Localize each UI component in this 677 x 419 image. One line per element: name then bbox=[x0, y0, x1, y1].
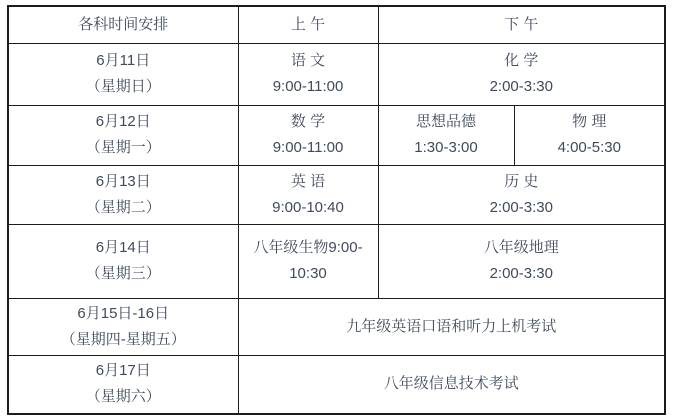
header-morning: 上 午 bbox=[238, 6, 378, 43]
exam-subject: 历 史 bbox=[504, 172, 539, 190]
full-day-exam-cell bbox=[238, 355, 665, 414]
exam-time: 2:00-3:30 bbox=[489, 265, 553, 282]
pm-exam-cell bbox=[378, 165, 665, 224]
pm-exam-cell-2 bbox=[514, 105, 665, 165]
exam-date: 6月17日 bbox=[95, 362, 151, 380]
header-schedule-plan: 各科时间安排 bbox=[8, 6, 238, 43]
exam-weekday: （星期六） bbox=[85, 388, 161, 406]
exam-weekday: （星期二） bbox=[85, 198, 161, 216]
exam-date: 6月14日 bbox=[95, 239, 151, 256]
exam-subject: 九年级英语口语和听力上机考试 bbox=[346, 317, 557, 335]
exam-subject-with-time: 八年级生物9:00-10:30 bbox=[253, 239, 363, 282]
exam-weekday: （星期三） bbox=[85, 265, 161, 282]
exam-date: 6月11日 bbox=[96, 52, 151, 69]
exam-time: 9:00-11:00 bbox=[272, 78, 344, 95]
exam-subject: 思想品德 bbox=[415, 113, 476, 130]
exam-time: 4:00-5:30 bbox=[557, 139, 621, 156]
date-cell bbox=[8, 224, 238, 298]
full-day-exam-cell bbox=[238, 298, 665, 355]
exam-subject: 数 学 bbox=[290, 113, 326, 130]
table-row-jun12 bbox=[8, 105, 665, 165]
exam-weekday: （星期日） bbox=[85, 78, 161, 95]
exam-time: 9:00-10:40 bbox=[272, 198, 344, 216]
header-afternoon: 下 午 bbox=[378, 6, 665, 43]
exam-date: 6月13日 bbox=[95, 172, 151, 190]
date-cell bbox=[8, 165, 238, 224]
table-row-jun15-16 bbox=[8, 298, 665, 355]
am-exam-cell bbox=[238, 43, 378, 105]
exam-subject: 语 文 bbox=[290, 52, 326, 69]
exam-subject: 八年级信息技术考试 bbox=[383, 375, 519, 393]
exam-time: 2:00-3:30 bbox=[489, 78, 553, 95]
exam-time: 2:00-3:30 bbox=[489, 198, 553, 216]
pm-exam-cell bbox=[378, 224, 665, 298]
am-exam-cell bbox=[238, 165, 378, 224]
table-row-jun17 bbox=[8, 355, 665, 414]
table-row-jun11 bbox=[8, 43, 665, 105]
pm-exam-cell-1 bbox=[378, 105, 514, 165]
exam-time: 1:30-3:00 bbox=[414, 139, 478, 156]
exam-subject: 八年级地理 bbox=[483, 239, 559, 256]
exam-weekday: （星期四-星期五） bbox=[60, 330, 186, 348]
am-exam-cell bbox=[238, 105, 378, 165]
am-exam-cell bbox=[238, 224, 378, 298]
exam-subject: 化 学 bbox=[504, 52, 539, 69]
date-cell bbox=[8, 298, 238, 355]
exam-subject: 英 语 bbox=[290, 172, 326, 190]
exam-schedule-table bbox=[7, 5, 666, 415]
exam-weekday: （星期一） bbox=[85, 139, 161, 156]
table-row-jun14 bbox=[8, 224, 665, 298]
pm-exam-cell bbox=[378, 43, 665, 105]
header-row bbox=[8, 6, 665, 43]
exam-subject: 物 理 bbox=[572, 113, 607, 130]
date-cell bbox=[8, 105, 238, 165]
exam-date: 6月12日 bbox=[95, 113, 151, 130]
date-cell bbox=[8, 43, 238, 105]
date-cell bbox=[8, 355, 238, 414]
exam-time: 9:00-11:00 bbox=[272, 139, 344, 156]
table-row-jun13 bbox=[8, 165, 665, 224]
exam-date: 6月15日-16日 bbox=[77, 304, 170, 322]
